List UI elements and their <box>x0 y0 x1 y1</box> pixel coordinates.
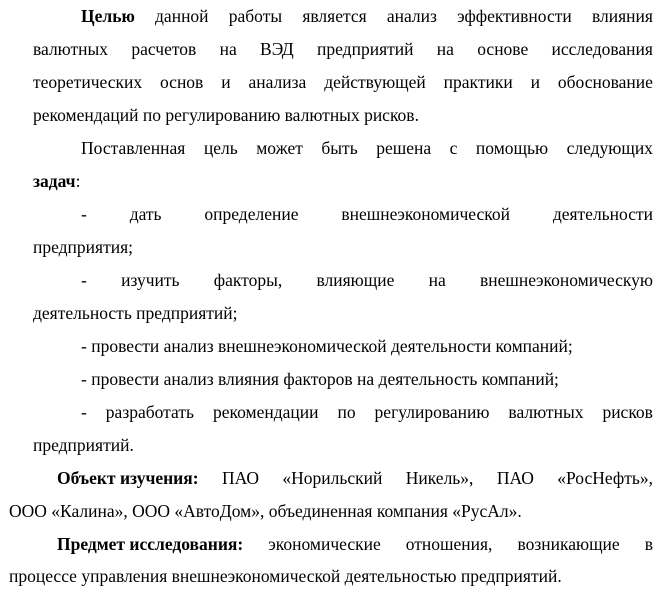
word: рисков <box>602 402 653 422</box>
goal-line-4-text: рекомендаций по регулированию валютных рисков. <box>33 105 419 125</box>
word: внешнеэкономическую <box>480 270 653 290</box>
task-1-line-2 <box>33 231 133 264</box>
goal-line-2 <box>33 33 653 66</box>
word: экономические <box>268 534 381 554</box>
word: в <box>644 534 653 554</box>
word: деятельности <box>552 204 653 224</box>
object-label: Объект изучения: <box>57 468 199 488</box>
word: предприятий <box>317 39 414 59</box>
word: основе <box>477 39 529 59</box>
word: и <box>530 72 540 92</box>
word: следующих <box>566 138 653 158</box>
word: Никель», <box>405 468 474 488</box>
word: расчетов <box>131 39 197 59</box>
word: определение <box>204 204 299 224</box>
word: ВЭД <box>260 39 294 59</box>
word: возникающие <box>517 534 620 554</box>
tasks-intro-line-2 <box>33 165 80 198</box>
word: данной <box>155 6 209 26</box>
task-2-line-1 <box>81 264 653 297</box>
word: может <box>256 138 303 158</box>
tasks-label: задач <box>33 171 76 191</box>
task-1-line-1 <box>81 198 653 231</box>
subject-line-1 <box>57 528 653 561</box>
word: теоретических <box>33 72 143 92</box>
subject-line-2 <box>9 560 562 593</box>
word: изучить <box>121 270 180 290</box>
word: факторы, <box>213 270 283 290</box>
subject-label: Предмет исследования: <box>57 534 244 554</box>
word: и <box>221 72 231 92</box>
word: отношения, <box>405 534 493 554</box>
task-5-line-1 <box>81 396 653 429</box>
word: внешнеэкономической <box>341 204 510 224</box>
object-line-2 <box>9 495 522 528</box>
goal-line-1 <box>81 0 653 33</box>
word: практики <box>443 72 513 92</box>
word: ПАО <box>221 468 259 488</box>
word: с <box>449 138 458 158</box>
word: «РосНефть», <box>557 468 653 488</box>
word: на <box>219 39 237 59</box>
word: анализа <box>248 72 307 92</box>
word: «Норильский <box>282 468 383 488</box>
word: рекомендации <box>212 402 319 422</box>
word: работы <box>228 6 283 26</box>
word: по <box>337 402 356 422</box>
colon: : <box>75 171 81 191</box>
word: обоснование <box>557 72 653 92</box>
task-2-line-2 <box>33 297 238 330</box>
word: разработать <box>105 402 194 422</box>
word: является <box>302 6 367 26</box>
task-5-line-2-text: предприятий. <box>33 435 134 455</box>
task-3-line <box>81 330 573 363</box>
dash: - <box>81 270 87 290</box>
word: эффективности <box>457 6 572 26</box>
word: Поставленная <box>81 138 186 158</box>
goal-line-4 <box>33 99 419 132</box>
word: основ <box>159 72 204 92</box>
task-1-line-2-text: предприятия; <box>33 237 134 257</box>
task-2-line-2-text: деятельность предприятий; <box>33 303 238 323</box>
word: на <box>436 39 454 59</box>
dash: - <box>81 204 87 224</box>
word: валютных <box>33 39 109 59</box>
task-3-text: - провести анализ внешнеэкономической деятельности компаний; <box>81 336 573 356</box>
word: дать <box>129 204 162 224</box>
word: помощью <box>475 138 549 158</box>
goal-lead: Целью <box>81 6 135 26</box>
task-4-line <box>81 363 559 396</box>
dash: - <box>81 402 87 422</box>
word: решена <box>376 138 432 158</box>
word: анализ <box>386 6 437 26</box>
word: ПАО <box>496 468 534 488</box>
task-4-text: - провести анализ влияния факторов на деятельность компаний; <box>81 369 559 389</box>
tasks-intro-line-1 <box>81 132 653 165</box>
word: цель <box>203 138 238 158</box>
subject-line-2-text: процессе управления внешнеэкономической деятельностью предприятий. <box>9 566 562 586</box>
word: влияющие <box>316 270 395 290</box>
word: исследования <box>551 39 653 59</box>
word: регулированию <box>374 402 490 422</box>
word: на <box>428 270 446 290</box>
goal-line-3 <box>33 66 653 99</box>
task-5-line-2 <box>33 429 134 462</box>
word: действующей <box>324 72 426 92</box>
object-line-1 <box>57 462 653 495</box>
object-line-2-text: ООО «Калина», ООО «АвтоДом», объединенная компания «РусАл». <box>9 501 522 521</box>
word: быть <box>321 138 358 158</box>
word: валютных <box>508 402 584 422</box>
word: влияния <box>591 6 653 26</box>
